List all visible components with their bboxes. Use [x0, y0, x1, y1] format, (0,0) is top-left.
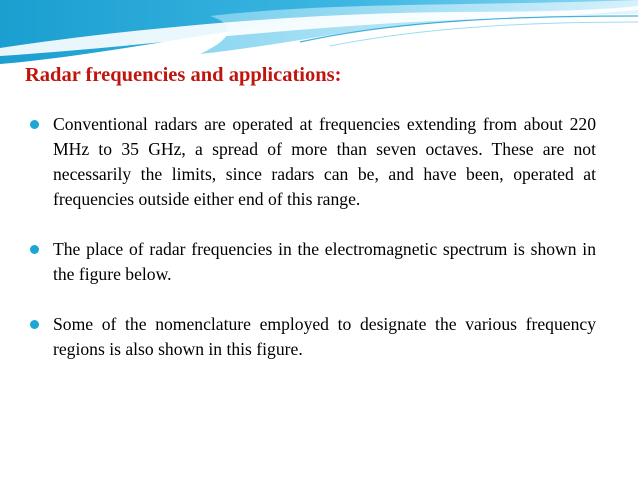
- bullet-icon: [30, 245, 39, 254]
- bullet-text: Some of the nomenclature employed to designate the various frequency regions is also shown in this figure.: [53, 314, 596, 359]
- bullet-icon: [30, 120, 39, 129]
- bullet-item: [28, 112, 596, 212]
- bullet-item: [28, 312, 596, 362]
- header-wave-decoration: [0, 0, 638, 70]
- bullet-item: [28, 237, 596, 287]
- bullet-text: The place of radar frequencies in the electromagnetic spectrum is shown in the figure below.: [53, 239, 596, 284]
- bullet-text: Conventional radars are operated at frequencies extending from about 220 MHz to 35 GHz, a spread of more than seven octaves. These are not necessarily the limits, since radars can be, and have been, operated at frequencies outside either end of this range.: [53, 114, 596, 209]
- bullet-icon: [30, 320, 39, 329]
- slide-title: Radar frequencies and applications:: [25, 64, 342, 86]
- bullet-list: [28, 112, 596, 387]
